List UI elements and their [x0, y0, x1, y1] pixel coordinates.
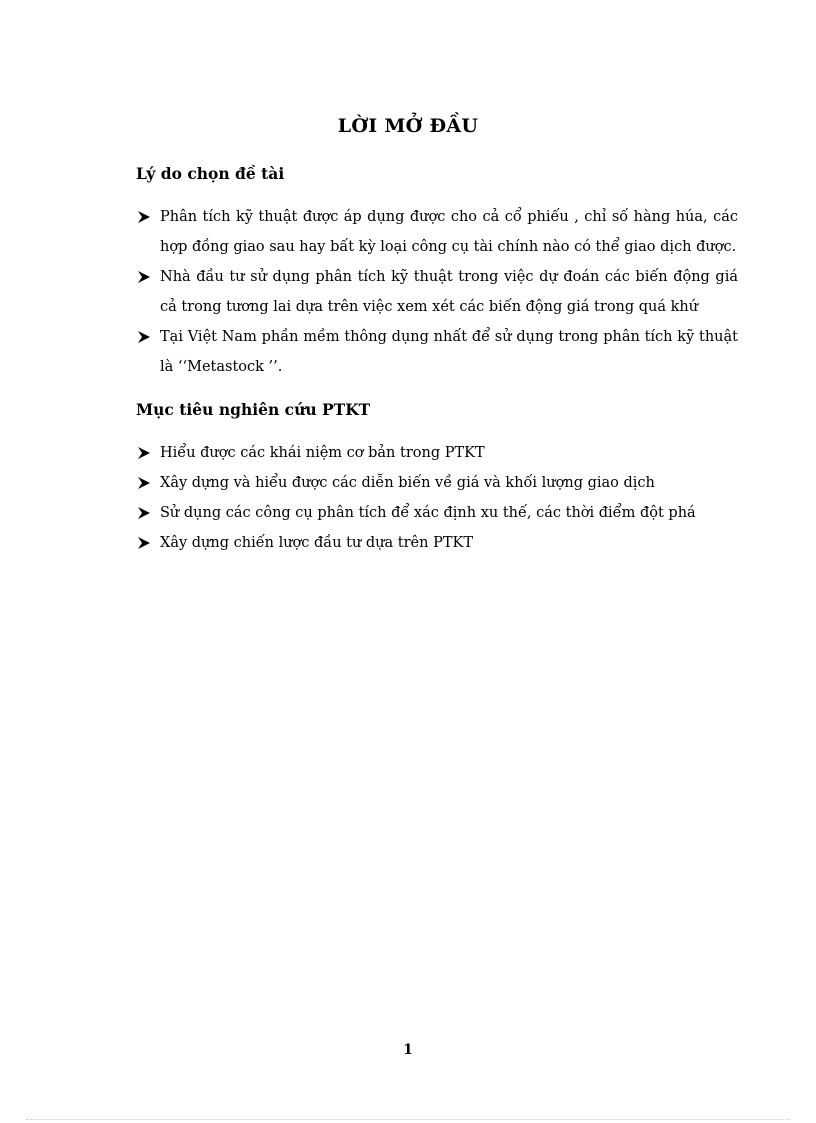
bullet-list-objectives — [136, 438, 738, 558]
bullet-text: Hiểu được các khái niệm cơ bản trong PTKT — [160, 445, 485, 461]
list-item — [136, 498, 738, 528]
bullet-text: Xây dựng và hiểu được các diễn biến về giá và khối lượng giao dịch — [160, 475, 655, 491]
bullet-text: Sử dụng các công cụ phân tích để xác định xu thế, các thời điểm đột phá — [160, 505, 696, 521]
arrowhead-bullet-icon — [136, 475, 152, 491]
bullet-text: Nhà đầu tư sử dụng phân tích kỹ thuật trong việc dự đoán các biến động giá cả trong tương lai dựa trên việc xem xét các biến động giá trong quá khứ — [160, 269, 738, 315]
bullet-text: Phân tích kỹ thuật được áp dụng được cho cả cổ phiếu , chỉ số hàng húa, các hợp đồng giao sau hay bất kỳ loại công cụ tài chính nào có thể giao dịch được. — [160, 209, 738, 255]
list-item — [136, 468, 738, 498]
arrowhead-bullet-icon — [136, 269, 152, 285]
bullet-list-reasons — [136, 202, 738, 382]
bullet-text: Xây dựng chiến lược đầu tư dựa trên PTKT — [160, 535, 474, 551]
footer-divider — [26, 1119, 790, 1120]
list-item — [136, 262, 738, 322]
arrowhead-bullet-icon — [136, 329, 152, 345]
list-item — [136, 528, 738, 558]
arrowhead-bullet-icon — [136, 505, 152, 521]
list-item — [136, 438, 738, 468]
arrowhead-bullet-icon — [136, 209, 152, 225]
arrowhead-bullet-icon — [136, 535, 152, 551]
list-item — [136, 202, 738, 262]
list-item — [136, 322, 738, 382]
section-heading-objectives: Mục tiêu nghiên cứu PTKT — [136, 400, 371, 419]
document-title: LỜI MỞ ĐẦU — [337, 115, 479, 137]
section-heading-reason: Lý do chọn đề tài — [136, 164, 285, 183]
bullet-text: Tại Việt Nam phần mềm thông dụng nhất để sử dụng trong phân tích kỹ thuật là ‘‘Metastock ’’. — [160, 329, 738, 375]
arrowhead-bullet-icon — [136, 445, 152, 461]
page-number: 1 — [403, 1042, 413, 1058]
